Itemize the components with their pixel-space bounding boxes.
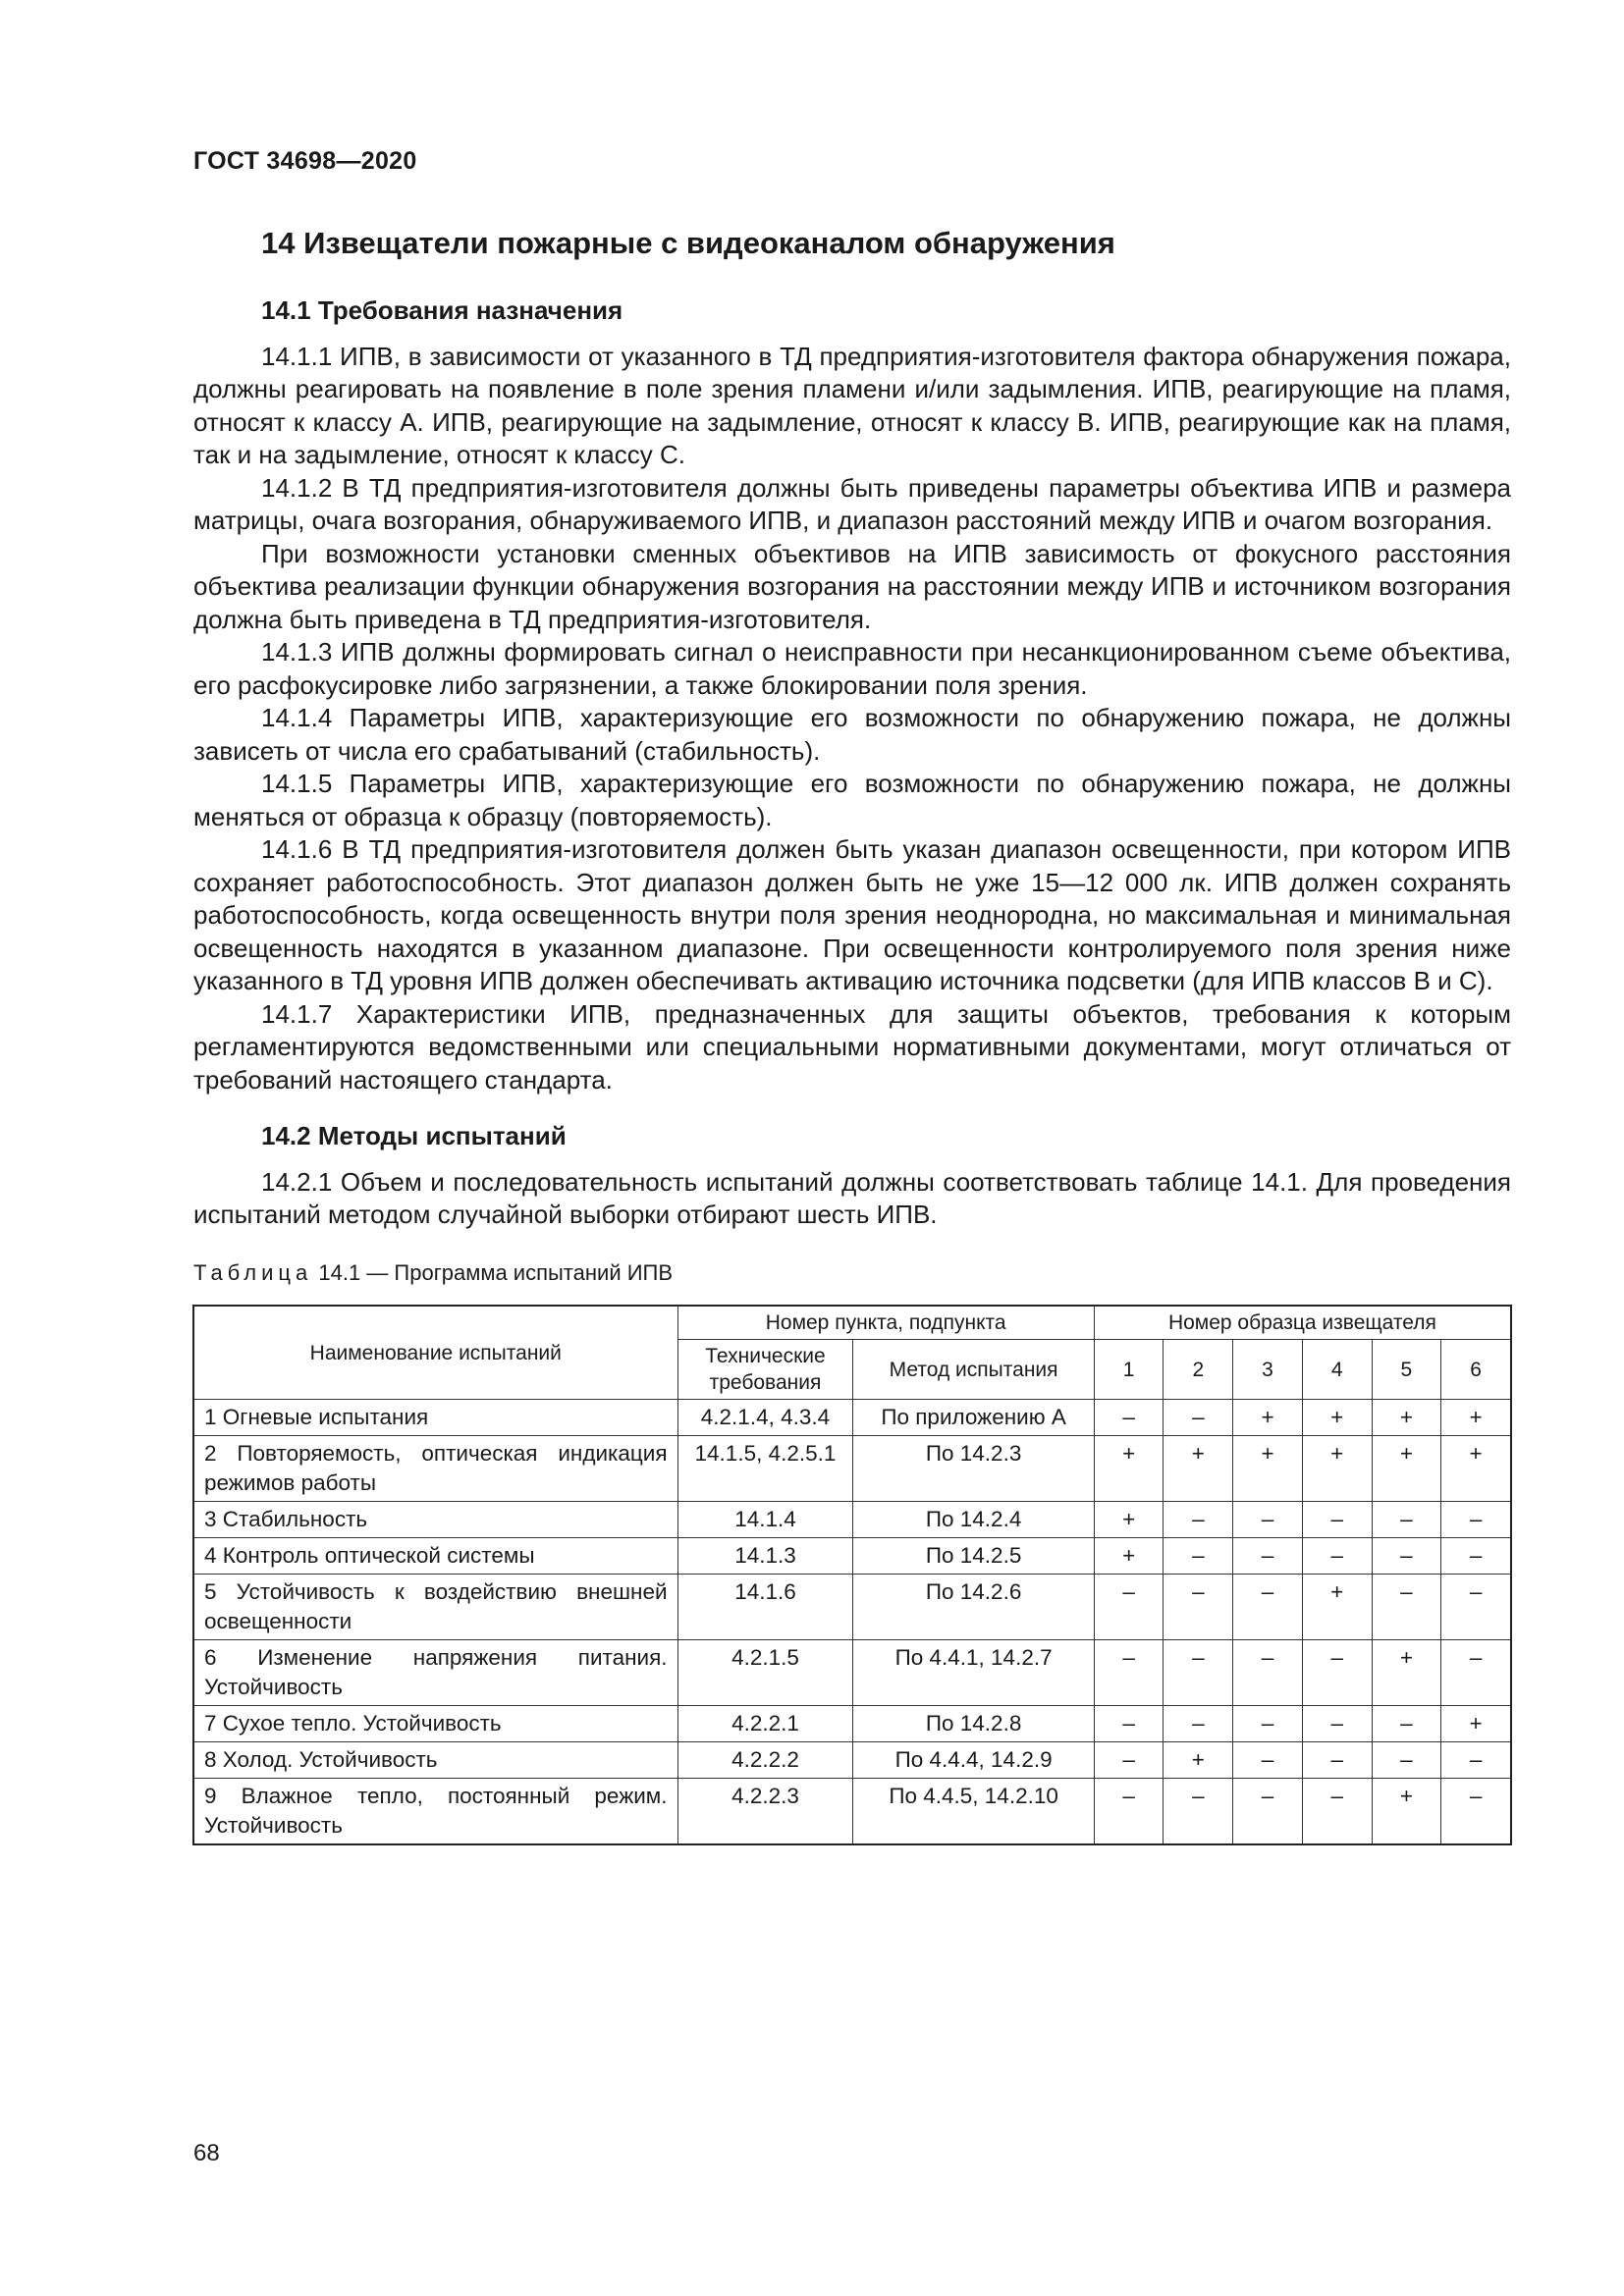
sample-mark-cell: + xyxy=(1372,1779,1441,1845)
sample-mark-cell: – xyxy=(1441,1779,1511,1845)
tech-requirement-cell: 4.2.2.1 xyxy=(677,1706,853,1742)
tech-requirement-cell: 4.2.2.3 xyxy=(677,1779,853,1845)
sample-mark-cell: – xyxy=(1302,1640,1372,1706)
sample-mark-cell: + xyxy=(1094,1538,1164,1575)
sample-mark-cell: + xyxy=(1233,1400,1303,1436)
col-sample-1: 1 xyxy=(1094,1340,1164,1400)
sample-mark-cell: – xyxy=(1164,1706,1233,1742)
table-row xyxy=(193,1779,1511,1845)
sample-mark-cell: + xyxy=(1441,1706,1511,1742)
requirements-paragraph: 14.1.2 В ТД предприятия-изготовителя должны быть приведены параметры объектива ИПВ и размера матрицы, очага возгорания, обнаруживаемого ИПВ, и диапазон расстояний между ИПВ и очагом возгорания. xyxy=(193,472,1511,535)
sample-mark-cell: + xyxy=(1094,1436,1164,1502)
document-body xyxy=(193,294,1511,1845)
test-name-cell: 7 Сухое тепло. Устойчивость xyxy=(193,1706,677,1742)
sample-mark-cell: – xyxy=(1164,1779,1233,1845)
requirements-paragraph: 14.1.4 Параметры ИПВ, характеризующие его возможности по обнаружению пожара, не должны зависеть от числа его срабатываний (стабильность). xyxy=(193,703,1511,766)
sample-mark-cell: + xyxy=(1164,1436,1233,1502)
requirements-paragraph: При возможности установки сменных объективов на ИПВ зависимость от фокусного расстояния объектива реализации функции обнаружения возгорания на расстоянии между ИПВ и источником возгорания должна быть приведена в ТД предприятия-изготовителя. xyxy=(193,538,1511,634)
subsection-title-methods: 14.2 Методы испытаний xyxy=(261,1121,567,1150)
col-tech-requirements: Технические требования xyxy=(677,1340,853,1400)
test-program-table xyxy=(192,1305,1512,1845)
sample-mark-cell: – xyxy=(1094,1640,1164,1706)
tech-requirement-cell: 14.1.6 xyxy=(677,1575,853,1640)
sample-mark-cell: + xyxy=(1372,1640,1441,1706)
sample-mark-cell: + xyxy=(1233,1436,1303,1502)
sample-mark-cell: – xyxy=(1164,1502,1233,1538)
table-row xyxy=(193,1575,1511,1640)
table-row xyxy=(193,1538,1511,1575)
test-method-cell: По 14.2.5 xyxy=(853,1538,1094,1575)
test-method-cell: По 4.4.4, 14.2.9 xyxy=(853,1742,1094,1779)
sample-mark-cell: + xyxy=(1441,1436,1511,1502)
test-name-cell: 1 Огневые испытания xyxy=(193,1400,677,1436)
sample-mark-cell: – xyxy=(1372,1706,1441,1742)
test-method-cell: По 14.2.8 xyxy=(853,1706,1094,1742)
sample-mark-cell: + xyxy=(1302,1575,1372,1640)
test-name-cell: 4 Контроль оптической системы xyxy=(193,1538,677,1575)
sample-mark-cell: + xyxy=(1372,1400,1441,1436)
sample-mark-cell: + xyxy=(1372,1436,1441,1502)
tech-requirement-cell: 14.1.4 xyxy=(677,1502,853,1538)
tech-requirement-cell: 14.1.5, 4.2.5.1 xyxy=(677,1436,853,1502)
sample-mark-cell: + xyxy=(1441,1400,1511,1436)
page-number: 68 xyxy=(193,2140,220,2166)
sample-mark-cell: – xyxy=(1233,1502,1303,1538)
col-sample-3: 3 xyxy=(1233,1340,1303,1400)
sample-mark-cell: – xyxy=(1233,1640,1303,1706)
sample-mark-cell: + xyxy=(1302,1436,1372,1502)
sample-mark-cell: – xyxy=(1094,1575,1164,1640)
sample-mark-cell: + xyxy=(1164,1742,1233,1779)
group-clause-number: Номер пункта, подпункта xyxy=(677,1306,1094,1340)
sample-mark-cell: – xyxy=(1302,1742,1372,1779)
document-header: ГОСТ 34698—2020 xyxy=(193,147,417,175)
sample-mark-cell: – xyxy=(1441,1502,1511,1538)
sample-mark-cell: – xyxy=(1372,1742,1441,1779)
sample-mark-cell: – xyxy=(1164,1640,1233,1706)
sample-mark-cell: – xyxy=(1233,1575,1303,1640)
sample-mark-cell: – xyxy=(1164,1538,1233,1575)
sample-mark-cell: – xyxy=(1164,1400,1233,1436)
col-sample-2: 2 xyxy=(1164,1340,1233,1400)
sample-mark-cell: + xyxy=(1302,1400,1372,1436)
sample-mark-cell: – xyxy=(1233,1779,1303,1845)
sample-mark-cell: – xyxy=(1441,1640,1511,1706)
requirements-paragraph: 14.1.6 В ТД предприятия-изготовителя должен быть указан диапазон освещенности, при котором ИПВ сохраняет работоспособность. Этот диапазон должен быть не уже 15—12 000 лк. ИПВ должен сохранять работоспособность, когда освещенность внутри поля зрения неоднородна, но максимальная и минимальная освещенность находятся в указанном диапазоне. При освещенности контролируемого поля зрения ниже указанного в ТД уровня ИПВ должен обеспечивать активацию источника подсветки (для ИПВ классов В и С). xyxy=(193,834,1511,995)
subsection-title-requirements: 14.1 Требования назначения xyxy=(261,295,623,325)
test-method-cell: По 4.4.5, 14.2.10 xyxy=(853,1779,1094,1845)
sample-mark-cell: – xyxy=(1094,1779,1164,1845)
sample-mark-cell: – xyxy=(1302,1538,1372,1575)
group-sample-number: Номер образца извещателя xyxy=(1094,1306,1511,1340)
sample-mark-cell: – xyxy=(1164,1575,1233,1640)
sample-mark-cell: – xyxy=(1094,1742,1164,1779)
col-test-name: Наименование испытаний xyxy=(193,1306,677,1400)
sample-mark-cell: – xyxy=(1441,1575,1511,1640)
sample-mark-cell: – xyxy=(1302,1706,1372,1742)
sample-mark-cell: – xyxy=(1094,1706,1164,1742)
requirements-paragraph: 14.1.3 ИПВ должны формировать сигнал о неисправности при несанкционированном съеме объектива, его расфокусировке либо загрязнении, а также блокировании поля зрения. xyxy=(193,637,1511,700)
col-sample-5: 5 xyxy=(1372,1340,1441,1400)
col-sample-6: 6 xyxy=(1441,1340,1511,1400)
test-name-cell: 5 Устойчивость к воздействию внешней освещенности xyxy=(193,1575,677,1640)
sample-mark-cell: – xyxy=(1372,1502,1441,1538)
table-row xyxy=(193,1400,1511,1436)
requirements-paragraph: 14.1.7 Характеристики ИПВ, предназначенных для защиты объектов, требования к которым регламентируются ведомственными или специальными нормативными документами, могут отличаться от требований настоящего стандарта. xyxy=(193,998,1511,1095)
test-name-cell: 3 Стабильность xyxy=(193,1502,677,1538)
sample-mark-cell: – xyxy=(1372,1538,1441,1575)
table-row xyxy=(193,1742,1511,1779)
table-caption-word: Таблица xyxy=(193,1259,313,1285)
sample-mark-cell: – xyxy=(1302,1779,1372,1845)
table-caption xyxy=(193,1256,1511,1290)
test-method-cell: По 14.2.4 xyxy=(853,1502,1094,1538)
test-name-cell: 6 Изменение напряжения питания. Устойчивость xyxy=(193,1640,677,1706)
section-title: 14 Извещатели пожарные с видеоканалом обнаружения xyxy=(261,226,1115,260)
sample-mark-cell: – xyxy=(1372,1575,1441,1640)
test-method-cell: По 14.2.3 xyxy=(853,1436,1094,1502)
sample-mark-cell: – xyxy=(1233,1538,1303,1575)
methods-paragraph: 14.2.1 Объем и последовательность испытаний должны соответствовать таблице 14.1. Для проведения испытаний методом случайной выборки отбирают шесть ИПВ. xyxy=(193,1166,1511,1229)
methods-paragraphs xyxy=(193,1166,1511,1232)
tech-requirement-cell: 4.2.1.4, 4.3.4 xyxy=(677,1400,853,1436)
col-test-method: Метод испытания xyxy=(853,1340,1094,1400)
sample-mark-cell: – xyxy=(1302,1502,1372,1538)
sample-mark-cell: – xyxy=(1094,1400,1164,1436)
test-name-cell: 8 Холод. Устойчивость xyxy=(193,1742,677,1779)
sample-mark-cell: – xyxy=(1441,1742,1511,1779)
test-method-cell: По 14.2.6 xyxy=(853,1575,1094,1640)
test-method-cell: По 4.4.1, 14.2.7 xyxy=(853,1640,1094,1706)
sample-mark-cell: – xyxy=(1233,1742,1303,1779)
tech-requirement-cell: 4.2.1.5 xyxy=(677,1640,853,1706)
table-row xyxy=(193,1502,1511,1538)
col-sample-4: 4 xyxy=(1302,1340,1372,1400)
table-row xyxy=(193,1436,1511,1502)
requirements-paragraph: 14.1.5 Параметры ИПВ, характеризующие его возможности по обнаружению пожара, не должны меняться от образца к образцу (повторяемость). xyxy=(193,769,1511,831)
test-name-cell: 9 Влажное тепло, постоянный режим. Устойчивость xyxy=(193,1779,677,1845)
sample-mark-cell: + xyxy=(1094,1502,1164,1538)
requirements-paragraphs xyxy=(193,341,1511,1097)
sample-mark-cell: – xyxy=(1233,1706,1303,1742)
tech-requirement-cell: 4.2.2.2 xyxy=(677,1742,853,1779)
table-caption-text: 14.1 — Программа испытаний ИПВ xyxy=(312,1259,674,1285)
sample-mark-cell: – xyxy=(1441,1538,1511,1575)
test-method-cell: По приложению А xyxy=(853,1400,1094,1436)
tech-requirement-cell: 14.1.3 xyxy=(677,1538,853,1575)
test-name-cell: 2 Повторяемость, оптическая индикация режимов работы xyxy=(193,1436,677,1502)
requirements-paragraph: 14.1.1 ИПВ, в зависимости от указанного в ТД предприятия-изготовителя фактора обнаружения пожара, должны реагировать на появление в поле зрения пламени и/или задымления. ИПВ, реагирующие на пламя, относят к классу А. ИПВ, реагирующие на задымление, относят к классу В. ИПВ, реагирующие как на пламя, так и на задымление, относят к классу С. xyxy=(193,341,1511,469)
table-row xyxy=(193,1706,1511,1742)
table-row xyxy=(193,1640,1511,1706)
